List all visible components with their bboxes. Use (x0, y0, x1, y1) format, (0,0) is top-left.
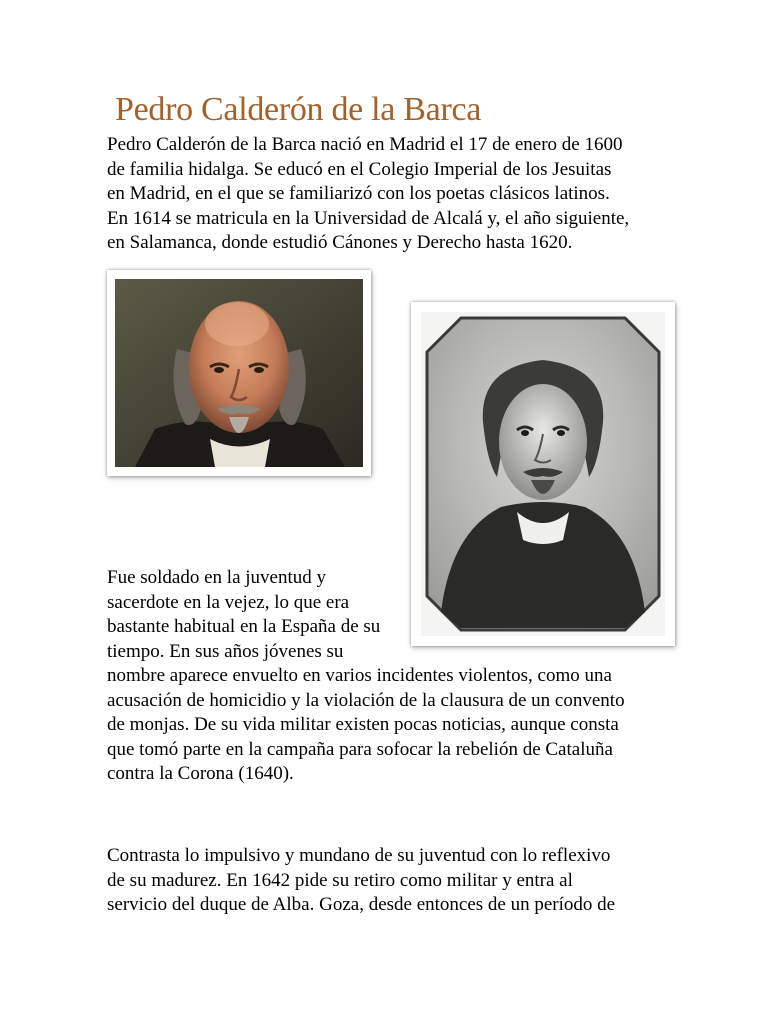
document-title: Pedro Calderón de la Barca (115, 91, 482, 128)
paragraph-military-wrapped (107, 566, 380, 664)
text-line: en Madrid, en el que se familiarizó con los poetas clásicos latinos. (107, 183, 610, 204)
portrait-engraving-image (411, 302, 675, 646)
paragraph-military-continued (107, 664, 625, 787)
text-line: bastante habitual en la España de su (107, 616, 381, 637)
paragraph-maturity (107, 844, 615, 918)
portrait-engraving-illustration (421, 312, 665, 636)
text-line: nombre aparece envuelto en varios incidentes violentos, como una (107, 665, 612, 686)
portrait-color-illustration (115, 279, 363, 467)
paragraph-biography-intro (107, 133, 629, 256)
text-line: sacerdote en la vejez, lo que era (107, 591, 350, 613)
text-line: de familia hidalga. Se educó en el Colegio Imperial de los Jesuitas (107, 158, 612, 180)
text-line: que tomó parte en la campaña para sofocar la rebelión de Cataluña (107, 738, 613, 760)
text-line: Pedro Calderón de la Barca nació en Madrid el 17 de enero de 1600 (107, 134, 623, 155)
text-line: En 1614 se matricula en la Universidad de Alcalá y, el año siguiente, (107, 207, 630, 229)
text-line: de su madurez. En 1642 pide su retiro como militar y entra al (107, 869, 573, 891)
text-line: Contrasta lo impulsivo y mundano de su juventud con lo reflexivo (107, 845, 611, 866)
text-line: tiempo. En sus años jóvenes su (107, 640, 344, 662)
portrait-color-image (107, 270, 371, 476)
text-line: contra la Corona (1640). (107, 763, 294, 784)
text-line: acusación de homicidio y la violación de la clausura de un convento (107, 689, 625, 711)
text-line: servicio del duque de Alba. Goza, desde entonces de un período de (107, 894, 616, 915)
text-line: de monjas. De su vida militar existen pocas noticias, aunque consta (107, 714, 619, 735)
text-line: Fue soldado en la juventud y (107, 567, 326, 588)
text-line: en Salamanca, donde estudió Cánones y Derecho hasta 1620. (107, 232, 573, 253)
